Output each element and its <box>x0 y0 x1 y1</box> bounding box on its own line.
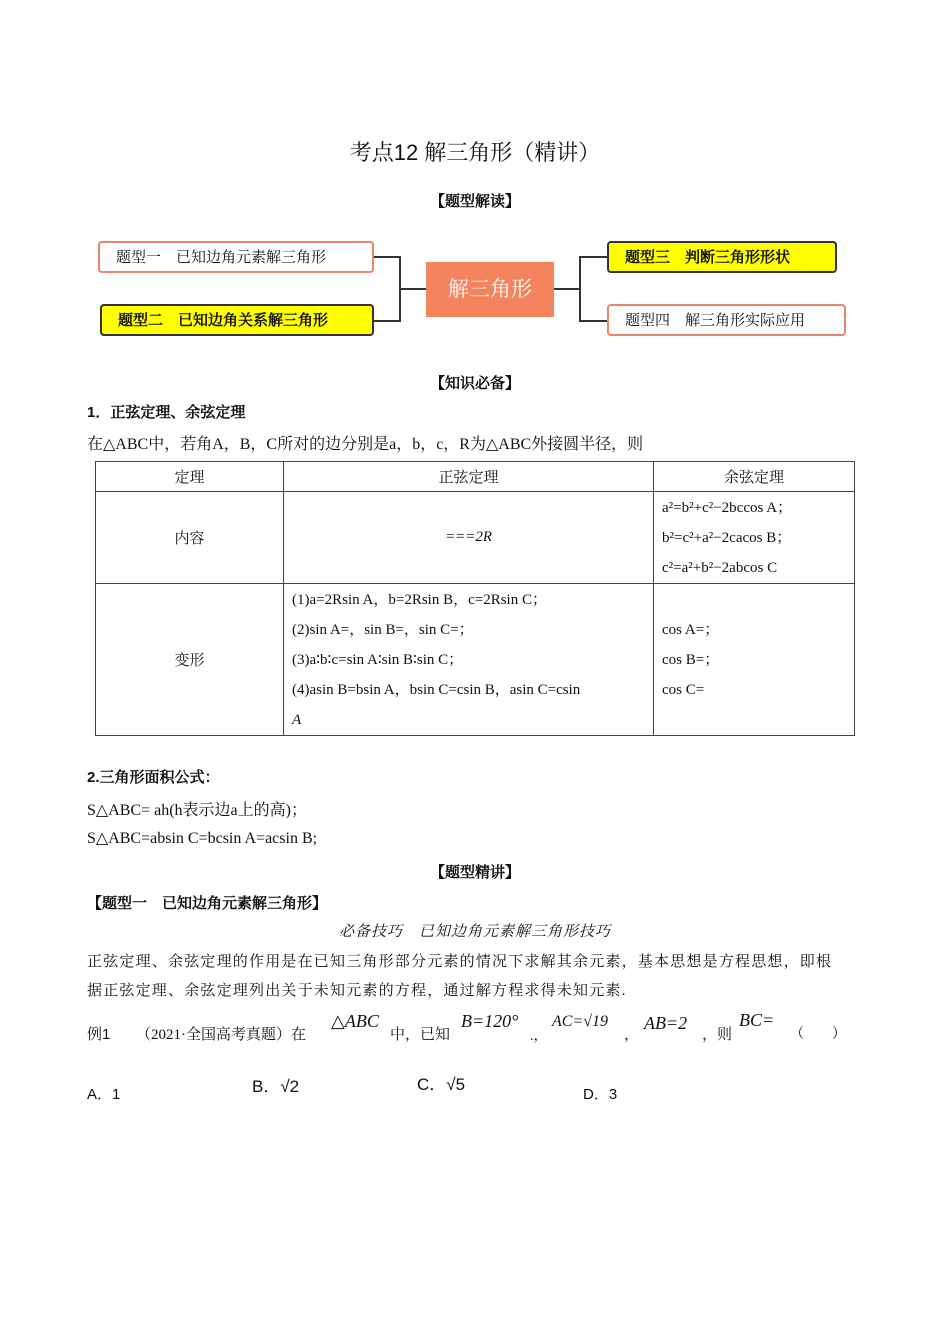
formula-line: cos A=； <box>662 621 720 638</box>
section-reading-heading: 【题型解读】 <box>429 193 520 210</box>
table-row-label: 内容 <box>96 492 284 584</box>
table-header: 定理 <box>96 462 284 492</box>
connector <box>579 320 607 322</box>
section-types-heading: 【题型精讲】 <box>429 864 520 881</box>
type1-heading: 【题型一 已知边角元素解三角形】 <box>87 895 328 912</box>
knowledge-2-heading: 2.三角形面积公式： <box>87 769 220 786</box>
connector <box>374 320 400 322</box>
theorem-table <box>95 461 855 736</box>
formula-line: (2)sin A=，sin B=，sin C=； <box>292 621 474 638</box>
separator: .， <box>530 1029 548 1044</box>
mindmap-center: 解三角形 <box>426 262 554 317</box>
option-a[interactable]: A．1 <box>87 1086 121 1103</box>
cosine-law-content <box>654 492 855 584</box>
area-formula-2: S△ABC=absin C=bcsin A=acsin B; <box>87 830 318 847</box>
answer-paren: （ ） <box>790 1027 846 1042</box>
connector <box>579 256 607 258</box>
mindmap-type1: 题型一 已知边角元素解三角形 <box>98 241 374 273</box>
formula-line: a²=b²+c²−2bccos A； <box>662 499 793 516</box>
skill-text-line-1: 正弦定理、余弦定理的作用是在已知三角形部分元素的情况下求解其余元素，基本思想是方程思想，即根 <box>87 954 833 970</box>
sine-law-variants <box>284 584 654 736</box>
example-then: ，则 <box>702 1027 733 1043</box>
example-triangle: △ABC <box>331 1011 379 1031</box>
cosine-law-variants <box>654 584 855 736</box>
connector <box>399 288 426 290</box>
sine-law-content: ===2R <box>284 492 654 584</box>
formula-line: c²=a²+b²−2abcos C <box>662 559 778 576</box>
connector <box>579 256 581 322</box>
skill-title: 必备技巧 已知边角元素解三角形技巧 <box>338 924 611 940</box>
knowledge-1-heading: 1．正弦定理、余弦定理 <box>87 404 246 421</box>
formula-line: b²=c²+a²−2cacos B； <box>662 529 792 546</box>
separator: ， <box>624 1027 640 1043</box>
option-d[interactable]: D．3 <box>583 1086 618 1103</box>
option-b[interactable]: B．√2 <box>252 1077 300 1096</box>
mindmap-type2: 题型二 已知边角关系解三角形 <box>100 304 374 336</box>
question-bc: BC= <box>739 1010 775 1030</box>
table-row-label: 变形 <box>96 584 284 736</box>
connector <box>374 256 400 258</box>
formula-line: (4)asin B=bsin A，bsin C=csin B，asin C=csin <box>292 681 581 698</box>
condition-angle-b: B=120° <box>461 1011 519 1031</box>
formula-line: cos B=； <box>662 651 720 668</box>
page-title: 考点12 解三角形（精讲） <box>349 140 601 165</box>
table-header: 余弦定理 <box>654 462 855 492</box>
option-c[interactable]: C．√5 <box>417 1075 466 1094</box>
example-source: （2021·全国高考真题）在 <box>136 1027 306 1043</box>
connector <box>554 288 580 290</box>
formula-line: cos C= <box>662 681 705 698</box>
area-formula-1: S△ABC= ah(h表示边a上的高)； <box>87 802 307 819</box>
example-mid-text: 中，已知 <box>390 1027 451 1043</box>
formula-line: (1)a=2Rsin A，b=2Rsin B，c=2Rsin C； <box>292 591 547 608</box>
formula-line: A <box>292 711 302 728</box>
condition-ac: AC=√19 <box>552 1013 609 1030</box>
skill-text-line-2: 据正弦定理、余弦定理列出关于未知元素的方程，通过解方程求得未知元素. <box>87 983 627 999</box>
knowledge-1-intro: 在△ABC中，若角A，B，C所对的边分别是a，b，c，R为△ABC外接圆半径，则 <box>87 436 644 453</box>
condition-ab: AB=2 <box>644 1013 688 1033</box>
section-knowledge-heading: 【知识必备】 <box>429 375 520 392</box>
table-header: 正弦定理 <box>284 462 654 492</box>
mindmap-type3: 题型三 判断三角形形状 <box>607 241 837 273</box>
mindmap-type4: 题型四 解三角形实际应用 <box>607 304 846 336</box>
formula-line: (3)a∶b∶c=sin A∶sin B∶sin C； <box>292 651 464 668</box>
example-label: 例1 <box>87 1026 111 1043</box>
